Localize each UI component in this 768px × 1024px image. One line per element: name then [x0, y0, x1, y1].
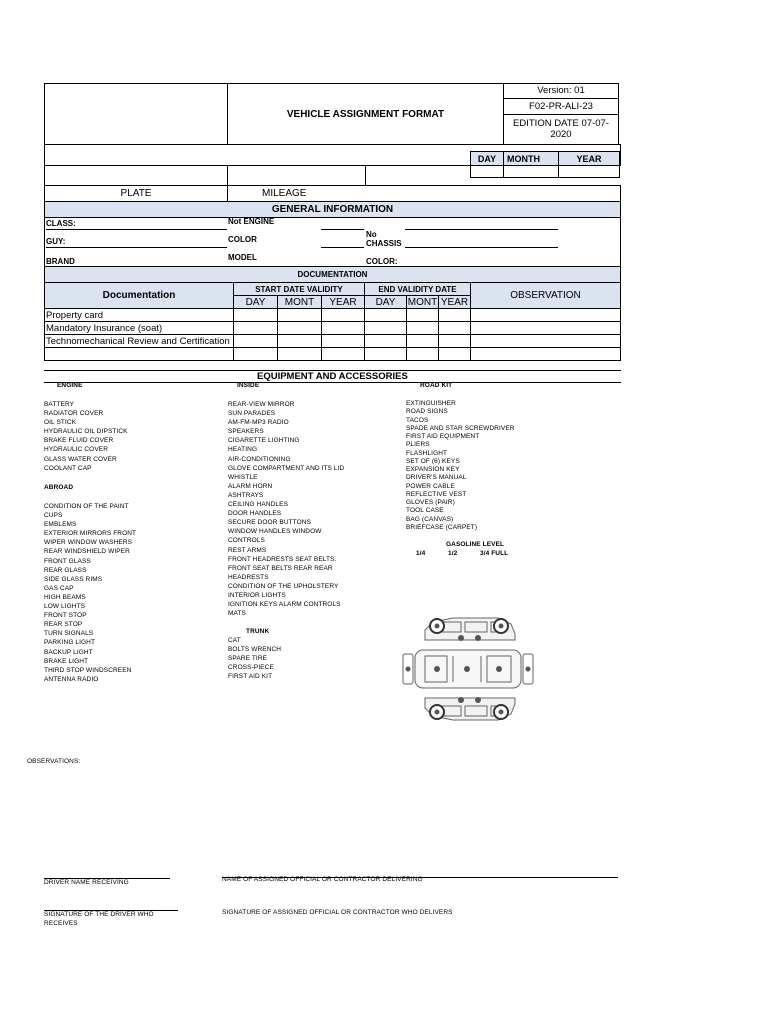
- plate-label-cell: [44, 185, 228, 202]
- engine-list: [44, 400, 128, 473]
- checklist-item: ASHTRAYS: [228, 491, 264, 499]
- engine-title: ENGINE: [57, 382, 83, 389]
- checklist-item: FRONT HEADRESTS SEAT BELTS.: [228, 555, 337, 563]
- color-label: COLOR: [228, 235, 257, 244]
- checklist-item: FRONT STOP: [44, 612, 87, 620]
- doc-row-field[interactable]: [364, 308, 407, 322]
- class-line[interactable]: [46, 229, 227, 230]
- checklist-item: BRIEFCASE (CARPET): [406, 523, 478, 531]
- checklist-item: GLOVES (PAIR): [406, 499, 455, 506]
- doc-row-label: Property card: [44, 308, 234, 322]
- observation-header: OBSERVATION: [470, 282, 621, 309]
- start-validity-header: START DATE VALIDITY: [233, 282, 365, 296]
- checklist-item: PARKING LIGHT: [44, 639, 96, 647]
- gas-quarter: 1/4: [416, 550, 426, 557]
- top-right-line[interactable]: [405, 229, 558, 230]
- gas-half: 1/2: [448, 550, 458, 557]
- checklist-item: SPADE AND STAR SCREWDRIVER: [406, 424, 515, 432]
- checklist-item: CEILING HANDLES: [228, 501, 289, 509]
- date-month-field[interactable]: [503, 165, 559, 178]
- mileage-label: MILEAGE: [262, 188, 307, 199]
- checklist-item: MATS: [228, 610, 246, 618]
- gas-title: GASOLINE LEVEL: [446, 541, 505, 548]
- general-info-header: [44, 201, 621, 218]
- checklist-item: SIDE GLASS RIMS: [44, 575, 103, 583]
- class-label: CLASS:: [46, 219, 76, 228]
- checklist-item: REST ARMS: [228, 546, 267, 554]
- gas-three-quarter-full: 3/4 FULL: [480, 550, 509, 557]
- checklist-item: BOLTS WRENCH: [228, 646, 282, 654]
- form-code: F02-PR-ALI-23: [529, 101, 593, 112]
- start-day-header: DAY: [233, 295, 278, 309]
- equipment-bottom-line: [44, 382, 621, 383]
- date-year-header: YEAR: [558, 151, 620, 166]
- documentation-header: [44, 266, 621, 283]
- doc-row-field[interactable]: [233, 347, 278, 361]
- checklist-item: RADIATOR COVER: [44, 410, 104, 418]
- checklist-item: POWER CABLE: [406, 482, 455, 490]
- doc-row-field[interactable]: [438, 308, 471, 322]
- checklist-item: DOOR HANDLES: [228, 510, 282, 518]
- checklist-item: TOOL CASE: [406, 507, 444, 515]
- guy-label: GUY:: [46, 237, 66, 246]
- checklist-item: CONTROLS: [228, 537, 265, 545]
- equipment-title: EQUIPMENT AND ACCESSORIES: [257, 371, 408, 382]
- checklist-item: BAG (CANVAS): [406, 515, 454, 523]
- checklist-item: HEADRESTS: [228, 573, 269, 581]
- observations-label: OBSERVATIONS:: [27, 758, 81, 765]
- version-text: Version: 01: [537, 85, 585, 96]
- doc-row-field[interactable]: [233, 321, 278, 335]
- official-name-label: NAME OF ASSIGNED OFFICIAL OR CONTRACTOR DELIVERING: [222, 876, 423, 883]
- checklist-item: BACKUP LIGHT: [44, 648, 93, 656]
- checklist-item: DRIVER'S MANUAL: [406, 474, 467, 482]
- brand-label: BRAND: [46, 257, 75, 266]
- guy-line[interactable]: [46, 247, 227, 248]
- chassis-line[interactable]: [405, 247, 558, 248]
- doc-row-field[interactable]: [470, 321, 621, 335]
- checklist-item: AM-FM-MP3 RADIO: [228, 419, 289, 427]
- checklist-item: ANTENNA RADIO: [44, 675, 99, 683]
- abroad-title: ABROAD: [44, 484, 74, 491]
- doc-row-field[interactable]: [406, 321, 439, 335]
- driver-name-label: DRIVER NAME RECEIVING: [44, 879, 129, 886]
- checklist-item: GLOVE COMPARTMENT AND ITS LID: [228, 464, 345, 472]
- checklist-item: FLASHLIGHT: [406, 449, 448, 457]
- plate-field[interactable]: [44, 165, 228, 186]
- checklist-item: REAR GLASS: [44, 566, 87, 574]
- end-year-header: YEAR: [438, 295, 471, 309]
- checklist-item: HYDRAULIC OIL DIPSTICK: [44, 428, 128, 436]
- code-box: [503, 98, 619, 115]
- checklist-item: WHISTLE: [228, 473, 258, 481]
- checklist-item: THIRD STOP WINDSCREEN: [44, 666, 132, 674]
- documentation-title: DOCUMENTATION: [297, 270, 368, 279]
- checklist-item: FIRST AID EQUIPMENT: [406, 433, 480, 440]
- checklist-item: REAR STOP: [44, 621, 83, 629]
- engine-no-line[interactable]: [321, 229, 364, 230]
- roadkit-title: ROAD KIT: [420, 382, 453, 389]
- start-mont-header: MONT: [277, 295, 322, 309]
- checklist-item: TACOS: [406, 416, 429, 424]
- end-mont-header: MONT: [407, 296, 438, 308]
- checklist-item: EXTINGUISHER: [406, 400, 456, 407]
- color-line[interactable]: [321, 247, 364, 248]
- doc-row-label: [44, 347, 234, 361]
- official-signature-label: SIGNATURE OF ASSIGNED OFFICIAL OR CONTRACTOR WHO DELIVERS: [222, 909, 453, 916]
- plate-label: PLATE: [120, 188, 152, 199]
- edition-box: [503, 114, 619, 145]
- checklist-item: REAR-VIEW MIRROR: [228, 401, 295, 408]
- date-day-header: DAY: [470, 151, 504, 166]
- checklist-item: REAR WINDSHIELD WIPER: [44, 548, 130, 556]
- end-day-header: DAY: [364, 295, 407, 309]
- checklist-item: AIR-CONDITIONING: [228, 455, 291, 463]
- checklist-item: CROSS-PIECE: [228, 664, 274, 672]
- checklist-item: IGNITION KEYS ALARM CONTROLS: [228, 601, 341, 609]
- checklist-item: EXTERIOR MIRRORS FRONT: [44, 530, 137, 538]
- checklist-item: WIPER WINDOW WASHERS: [44, 539, 133, 547]
- general-info-body: [44, 217, 621, 267]
- doc-row-field[interactable]: [277, 321, 322, 335]
- doc-row-label: Mandatory Insurance (soat): [44, 321, 234, 335]
- checklist-item: HYDRAULIC COVER: [44, 446, 108, 454]
- checklist-item: FRONT SEAT BELTS REAR REAR: [228, 564, 333, 572]
- form-title: VEHICLE ASSIGNMENT FORMAT: [286, 108, 445, 120]
- driver-signature-label: SIGNATURE OF THE DRIVER WHO RECEIVES: [44, 911, 154, 928]
- doc-row-field[interactable]: [406, 347, 439, 361]
- doc-row-field[interactable]: [438, 321, 471, 335]
- doc-row-field[interactable]: [438, 347, 471, 361]
- doc-row-field[interactable]: [406, 334, 439, 348]
- checklist-item: FRONT GLASS: [44, 557, 91, 565]
- roadkit-list: [406, 400, 515, 532]
- doc-row-field[interactable]: [233, 308, 278, 322]
- checklist-item: CAT: [228, 637, 241, 644]
- trunk-list: [228, 636, 281, 681]
- checklist-item: LOW LIGHTS: [44, 603, 86, 611]
- checklist-item: REFLECTIVE VEST: [406, 490, 467, 498]
- doc-row-field[interactable]: [438, 334, 471, 348]
- checklist-item: GAS CAP: [44, 584, 74, 592]
- checklist-item: FIRST AID KIT: [228, 673, 273, 681]
- trunk-title: TRUNK: [246, 628, 270, 635]
- checklist-item: WINDOW HANDLES WINDOW: [228, 528, 322, 536]
- checklist-item: ROAD SIGNS: [406, 408, 448, 416]
- header-logo-box: [44, 83, 228, 145]
- model-label: MODEL: [228, 253, 257, 262]
- chassis-label: No CHASSIS: [366, 230, 402, 248]
- doc-row-field[interactable]: [364, 347, 407, 361]
- checklist-item: ALARM HORN: [228, 482, 273, 490]
- checklist-item: HIGH BEAMS: [44, 593, 86, 601]
- inside-title: INSIDE: [237, 382, 260, 389]
- doc-row-label: Technomechanical Review and Certification: [44, 334, 234, 348]
- doc-row-field[interactable]: [321, 334, 365, 348]
- checklist-item: HEATING: [228, 446, 258, 454]
- doc-row-field[interactable]: [406, 308, 439, 322]
- doc-row-field[interactable]: [321, 347, 365, 361]
- version-box: [503, 83, 619, 99]
- doc-row-field[interactable]: [470, 308, 621, 322]
- doc-col-header: Documentation: [44, 282, 234, 309]
- checklist-item: GLASS WATER COVER: [44, 455, 117, 463]
- doc-row-field[interactable]: [470, 347, 621, 361]
- mileage-field[interactable]: [227, 165, 366, 186]
- checklist-item: BRAKE LIGHT: [44, 657, 89, 665]
- checklist-item: CUPS: [44, 512, 63, 520]
- color2-label: COLOR:: [366, 257, 398, 266]
- checklist-item: CONDITION OF THE UPHOLSTERY: [228, 582, 339, 590]
- doc-row-field[interactable]: [470, 334, 621, 348]
- end-validity-header: END VALIDITY DATE: [364, 282, 471, 296]
- vehicle-diagram: [403, 608, 533, 730]
- doc-row-field[interactable]: [277, 334, 322, 348]
- checklist-item: SET OF (6) KEYS: [406, 457, 460, 465]
- checklist-item: BATTERY: [44, 401, 75, 408]
- checklist-item: CONDITION OF THE PAINT: [44, 503, 129, 510]
- doc-row-field[interactable]: [233, 334, 278, 348]
- inside-list: [228, 400, 344, 618]
- date-month-header: MONTH: [503, 151, 559, 166]
- doc-row-field[interactable]: [364, 334, 407, 348]
- checklist-item: PLIERS: [406, 441, 430, 449]
- checklist-item: INTERIOR LIGHTS: [228, 591, 286, 599]
- checklist-item: SPEAKERS: [228, 428, 264, 436]
- checklist-item: TURN SIGNALS: [44, 630, 94, 638]
- checklist-item: SECURE DOOR BUTTONS: [228, 519, 312, 527]
- form-title-box: [227, 83, 504, 145]
- doc-row-field[interactable]: [321, 321, 365, 335]
- start-year-header: YEAR: [321, 295, 365, 309]
- checklist-item: EMBLEMS: [44, 521, 77, 529]
- checklist-item: SUN PARADES: [228, 410, 276, 418]
- doc-row-field[interactable]: [277, 308, 322, 322]
- doc-row-field[interactable]: [321, 308, 365, 322]
- general-info-title: GENERAL INFORMATION: [271, 204, 394, 215]
- edition-date: EDITION DATE 07-07-2020: [513, 118, 609, 140]
- date-day-field[interactable]: [470, 165, 504, 178]
- checklist-item: CIGARETTE LIGHTING: [228, 437, 300, 445]
- checklist-item: BRAKE FLUID COVER: [44, 437, 114, 445]
- checklist-item: COOLANT CAP: [44, 464, 92, 472]
- checklist-item: EXPANSION KEY: [406, 466, 460, 473]
- date-year-field[interactable]: [558, 165, 620, 178]
- doc-row-field[interactable]: [364, 321, 407, 335]
- doc-row-field[interactable]: [277, 347, 322, 361]
- abroad-list: [44, 502, 136, 684]
- checklist-item: SPARE TIRE: [228, 655, 268, 663]
- checklist-item: OIL STICK: [44, 419, 77, 427]
- engine-no-label: Not ENGINE: [228, 217, 275, 226]
